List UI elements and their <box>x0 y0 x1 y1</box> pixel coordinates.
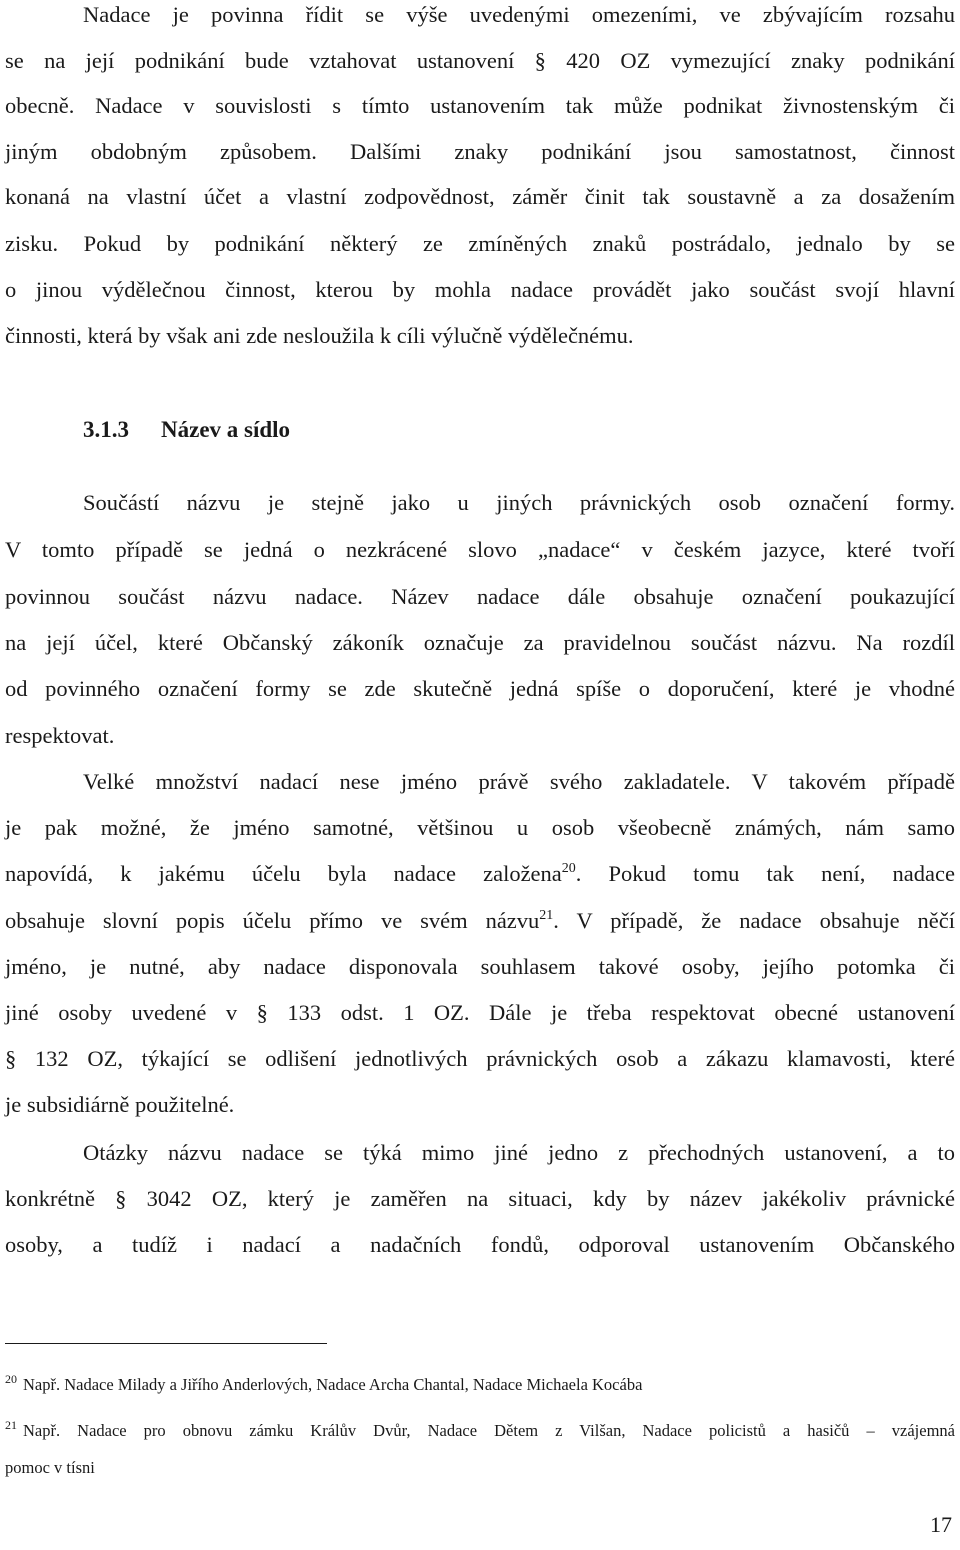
text-line: jiné osoby uvedené v § 133 odst. 1 OZ. Dále je třeba respektovat obecné ustanovení <box>5 1000 955 1025</box>
text-line: obecně. Nadace v souvislosti s tímto ustanovením tak může podnikat živnostenským či <box>5 93 955 118</box>
page-number: 17 <box>930 1512 952 1537</box>
text-line: osoby, a tudíž i nadací a nadačních fondů, odporoval ustanovením Občanského <box>5 1232 955 1257</box>
section-number: 3.1.3 <box>83 417 129 442</box>
text-line: povinnou součást názvu nadace. Název nadace dále obsahuje označení poukazující <box>5 584 955 609</box>
footnote-number: 21 <box>5 1418 17 1432</box>
text-segment: . V případě, že nadace obsahuje něčí <box>553 908 955 933</box>
text-line: § 132 OZ, týkající se odlišení jednotlivých právnických osob a zákazu klamavosti, které <box>5 1046 955 1071</box>
text-line: konkrétně § 3042 OZ, který je zaměřen na situaci, kdy by název jakékoliv právnické <box>5 1186 955 1211</box>
text-line: od povinného označení formy se zde skutečně jedná spíše o doporučení, které je vhodné <box>5 676 955 701</box>
text-line: na její účel, které Občanský zákoník označuje za pravidelnou součást názvu. Na rozdíl <box>5 630 955 655</box>
text-line: V tomto případě se jedná o nezkrácené slovo „nadace“ v českém jazyce, které tvoří <box>5 537 955 562</box>
text-line: Velké množství nadací nese jméno právě svého zakladatele. V takovém případě <box>83 769 955 794</box>
footnote-text: Např. Nadace pro obnovu zámku Králův Dvůr, Nadace Dětem z Vilšan, Nadace policistů a hasičů – vzájemná <box>23 1421 955 1440</box>
text-line: o jinou výdělečnou činnost, kterou by mohla nadace provádět jako součást svojí hlavní <box>5 277 955 302</box>
text-line: Otázky názvu nadace se týká mimo jiné jedno z přechodných ustanovení, a to <box>83 1140 955 1165</box>
footnote <box>5 1419 955 1443</box>
text-segment: . Pokud tomu tak není, nadace <box>575 861 955 886</box>
footnote-ref[interactable]: 20 <box>561 861 576 876</box>
text-line <box>5 859 955 889</box>
text-line: jméno, je nutné, aby nadace disponovala souhlasem takové osoby, jejího potomka či <box>5 954 955 979</box>
text-line: činnosti, která by však ani zde nesloužila k cíli výlučně výdělečnému. <box>5 323 634 348</box>
text-line: zisku. Pokud by podnikání některý ze zmíněných znaků postrádalo, jednalo by se <box>5 231 955 256</box>
text-segment: napovídá, k jakému účelu byla nadace založena <box>5 861 562 886</box>
text-line: se na její podnikání bude vztahovat ustanovení § 420 OZ vymezující znaky podnikání <box>5 48 955 73</box>
footnote-text: Např. Nadace Milady a Jiřího Anderlových, Nadace Archa Chantal, Nadace Michaela Kocába <box>23 1375 643 1394</box>
text-line: Součástí názvu je stejně jako u jiných právnických osob označení formy. <box>83 490 955 515</box>
text-line <box>5 906 955 936</box>
footnote-continuation: pomoc v tísni <box>5 1458 95 1477</box>
text-line: Nadace je povinna řídit se výše uvedenými omezeními, ve zbývajícím rozsahu <box>83 2 955 27</box>
text-line: je pak možné, že jméno samotné, většinou u osob všeobecně známých, nám samo <box>5 815 955 840</box>
footnote-number: 20 <box>5 1372 17 1386</box>
section-heading <box>83 415 955 445</box>
section-title: Název a sídlo <box>161 417 291 442</box>
footnote <box>5 1373 955 1397</box>
text-line: jiným obdobným způsobem. Dalšími znaky podnikání jsou samostatnost, činnost <box>5 139 955 164</box>
text-segment: obsahuje slovní popis účelu přímo ve svém názvu <box>5 908 540 933</box>
footnote-separator <box>5 1343 327 1344</box>
text-line: je subsidiárně použitelné. <box>5 1092 235 1117</box>
text-line: respektovat. <box>5 723 115 748</box>
footnote-ref[interactable]: 21 <box>539 908 554 923</box>
text-line: konaná na vlastní účet a vlastní zodpovědnost, záměr činit tak soustavně a za dosažením <box>5 184 955 209</box>
